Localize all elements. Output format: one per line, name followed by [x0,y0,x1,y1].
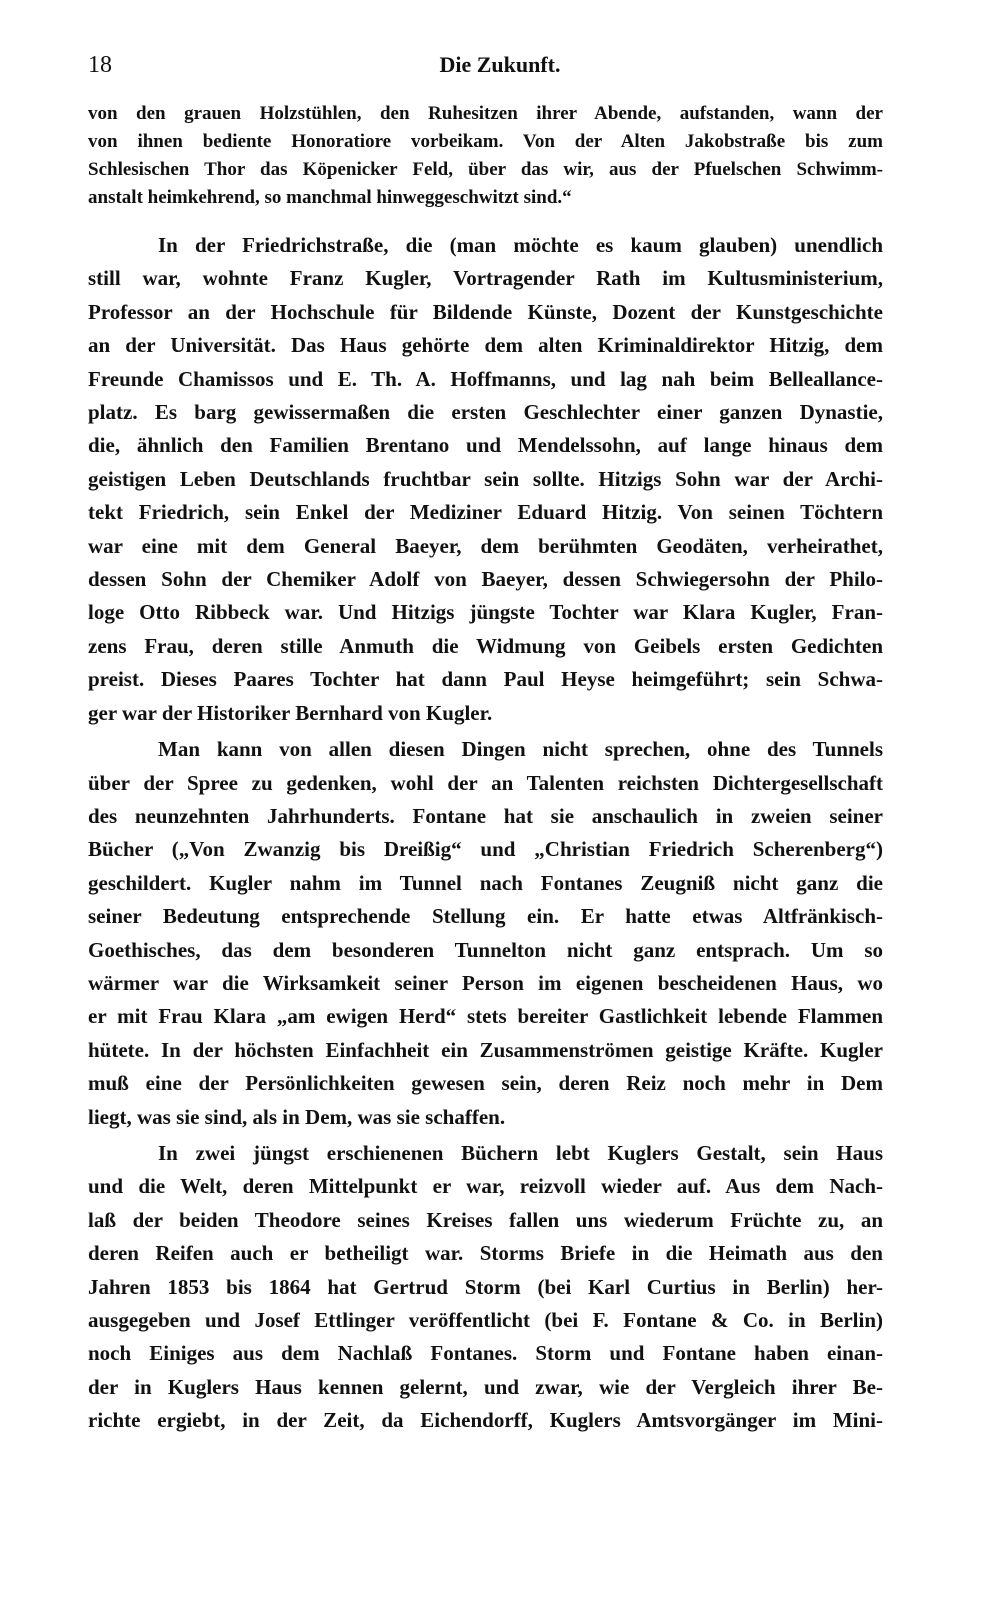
paragraph [88,733,883,1134]
text-line: Schlesischen Thor das Köpenicker Feld, über das wir, aus der Pfuelschen Schwimm- [88,159,883,180]
text-line: geschildert. Kugler nahm im Tunnel nach Fontanes Zeugniß nicht ganz die [88,870,883,895]
text-line: noch Einiges aus dem Nachlaß Fontanes. Storm und Fontane haben einan- [88,1341,883,1366]
text-line: preist. Dieses Paares Tochter hat dann Paul Heyse heimgeführt; sein Schwa- [88,667,883,692]
body-text [88,229,883,1438]
text-line: muß eine der Persönlichkeiten gewesen sein, deren Reiz noch mehr in Dem [88,1071,883,1096]
quoted-paragraph [88,100,883,212]
text-line: In zwei jüngst erschienenen Büchern lebt Kuglers Gestalt, sein Haus [158,1140,883,1165]
text-line: liegt, was sie sind, als in Dem, was sie schaffen. [88,1104,506,1129]
text-line: In der Friedrichstraße, die (man möchte es kaum glauben) unendlich [158,233,883,257]
text-line: er mit Frau Klara „am ewigen Herd“ stets bereiter Gastlichkeit lebende Flammen [88,1004,883,1029]
text-line: von den grauen Holzstühlen, den Ruhesitzen ihrer Abende, aufstanden, wann der [88,103,883,124]
text-line: loge Otto Ribbeck war. Und Hitzigs jüngste Tochter war Klara Kugler, Fran- [88,600,883,625]
text-line: Professor an der Hochschule für Bildende Künste, Dozent der Kunstgeschichte [88,299,883,324]
text-line: laß der beiden Theodore seines Kreises fallen uns wiederum Früchte zu, an [88,1207,883,1232]
text-line: platz. Es barg gewissermaßen die ersten Geschlechter einer ganzen Dynastie, [88,400,883,425]
text-line: deren Reifen auch er betheiligt war. Storms Briefe in die Heimath aus den [88,1241,883,1266]
text-line: zens Frau, deren stille Anmuth die Widmung von Geibels ersten Gedichten [88,633,883,658]
text-line: ausgegeben und Josef Ettlinger veröffentlicht (bei F. Fontane & Co. in Berlin) [88,1308,883,1332]
text-line: still war, wohnte Franz Kugler, Vortragender Rath im Kultusministerium, [88,266,883,291]
text-line: ger war der Historiker Bernhard von Kugler. [88,700,493,725]
text-line: Man kann von allen diesen Dingen nicht sprechen, ohne des Tunnels [158,737,883,762]
text-line: von ihnen bediente Honoratiore vorbeikam. Von der Alten Jakobstraße bis zum [88,131,883,152]
text-line: Goethisches, das dem besonderen Tunnelton nicht ganz entsprach. Um so [88,937,883,962]
text-line: tekt Friedrich, sein Enkel der Mediziner Eduard Hitzig. Von seinen Töchtern [88,500,883,525]
paragraph [88,229,883,730]
text-line: hütete. In der höchsten Einfachheit ein Zusammenströmen geistige Kräfte. Kugler [88,1037,883,1062]
text-line: seiner Bedeutung entsprechende Stellung ein. Er hatte etwas Altfränkisch- [88,904,883,929]
paragraph [88,1137,883,1438]
text-line: Jahren 1853 bis 1864 hat Gertrud Storm (bei Karl Curtius in Berlin) her- [88,1274,883,1299]
text-line: der in Kuglers Haus kennen gelernt, und zwar, wie der Vergleich ihrer Be- [88,1374,883,1399]
text-line: Bücher („Von Zwanzig bis Dreißig“ und „Christian Friedrich Scherenberg“) [88,837,883,862]
text-line: anstalt heimkehrend, so manchmal hinweggeschwitzt sind.“ [88,187,572,208]
text-line: geistigen Leben Deutschlands fruchtbar sein sollte. Hitzigs Sohn war der Archi- [88,466,883,491]
running-head: Die Zukunft. [439,52,561,77]
text-line: war eine mit dem General Baeyer, dem berühmten Geodäten, verheirathet, [88,533,883,558]
text-line: dessen Sohn der Chemiker Adolf von Baeyer, dessen Schwiegersohn der Philo- [88,567,883,592]
text-line: des neunzehnten Jahrhunderts. Fontane hat sie anschaulich in zweien seiner [88,803,883,828]
text-line: an der Universität. Das Haus gehörte dem alten Kriminaldirektor Hitzig, dem [88,333,883,358]
text-line: und die Welt, deren Mittelpunkt er war, reizvoll wieder auf. Aus dem Nach- [88,1174,883,1199]
text-line: wärmer war die Wirksamkeit seiner Person im eigenen bescheidenen Haus, wo [88,970,883,995]
text-line: Freunde Chamissos und E. Th. A. Hoffmanns, und lag nah beim Belleallance- [88,366,883,391]
text-line: richte ergiebt, in der Zeit, da Eichendorff, Kuglers Amtsvorgänger im Mini- [88,1408,883,1433]
text-line: über der Spree zu gedenken, wohl der an Talenten reichsten Dichtergesellschaft [88,770,883,795]
page-number: 18 [88,52,112,78]
text-line: die, ähnlich den Familien Brentano und Mendelssohn, auf lange hinaus dem [88,433,883,458]
